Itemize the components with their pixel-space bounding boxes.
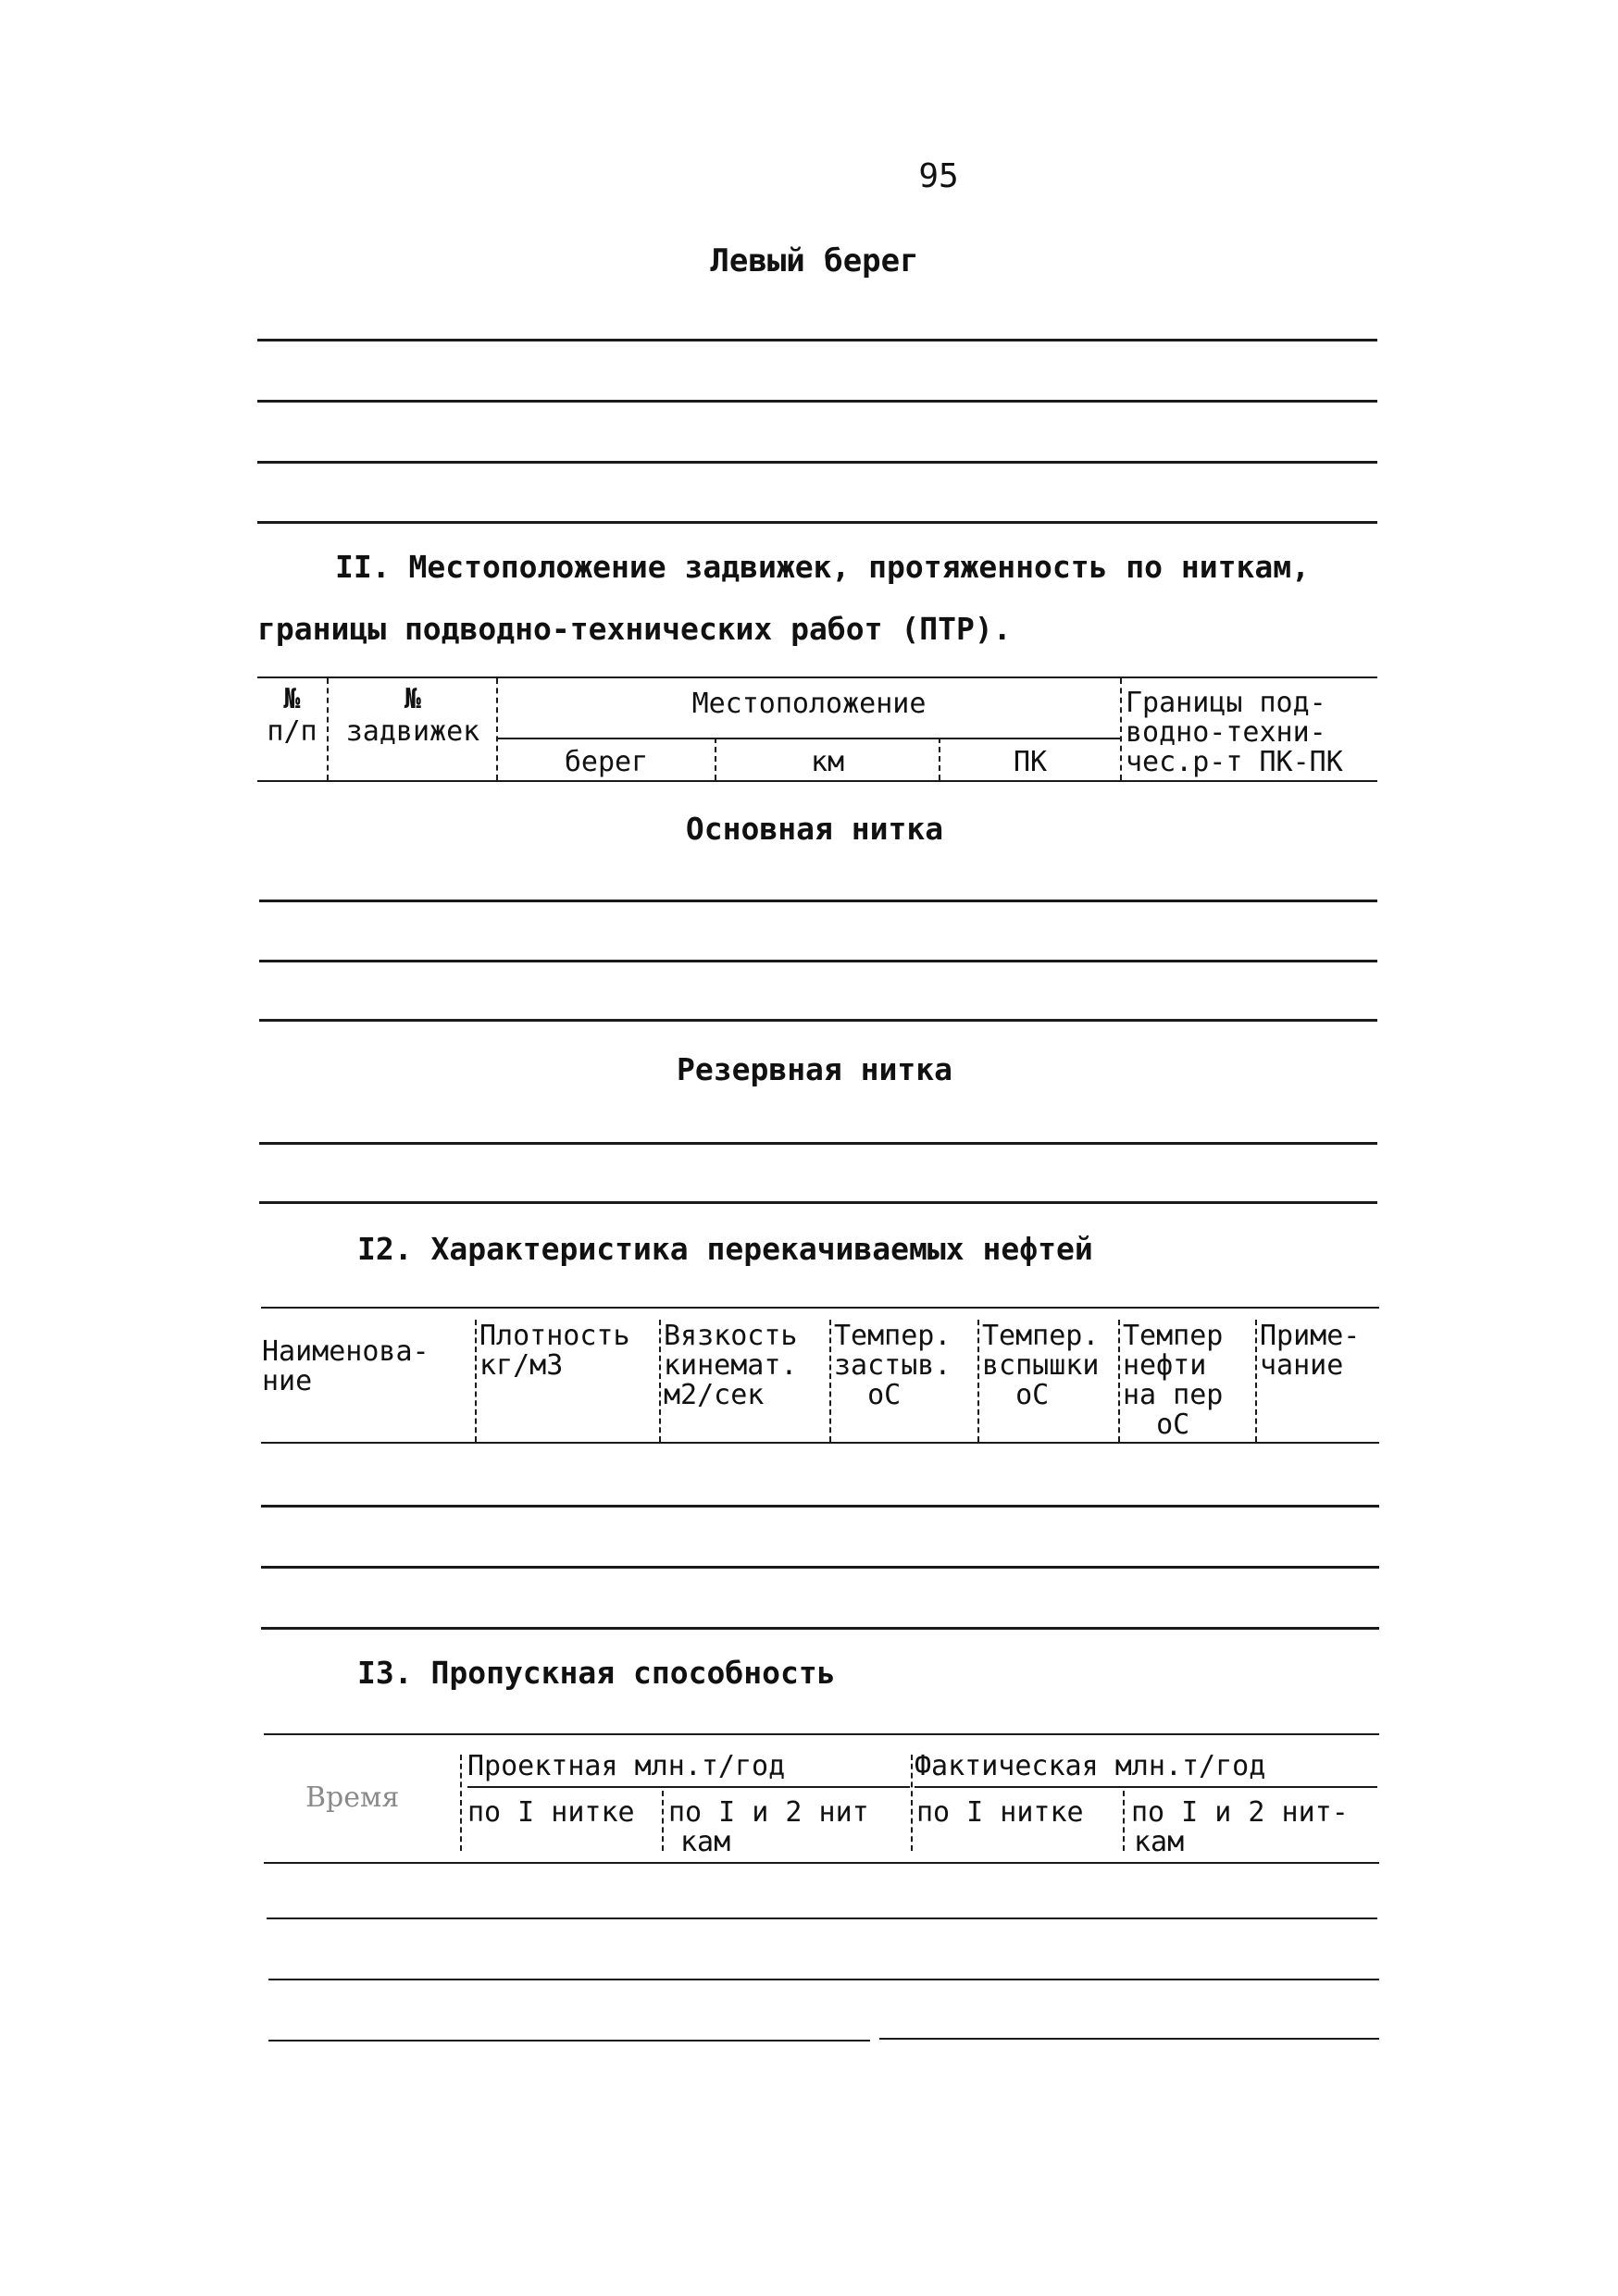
- main-line-heading: Основная нитка: [685, 811, 944, 847]
- col-valve-line1: №: [404, 683, 422, 715]
- table-divider: [1255, 1320, 1259, 1442]
- section-11-title-line1: II. Местоположение задвижек, протяженность по ниткам,: [335, 549, 1310, 585]
- sub-design-two-line2: кам: [680, 1826, 731, 1858]
- fill-line: [268, 2040, 870, 2042]
- fill-line: [259, 900, 1377, 902]
- sub-bank: берег: [564, 746, 649, 778]
- table-divider: [1118, 1320, 1122, 1442]
- table-bottom-border: [264, 1862, 1379, 1864]
- col-oil-temp: Темпер нефти на пер оС: [1123, 1320, 1224, 1441]
- col-flash-temp: Темпер. вспышки оС: [982, 1320, 1100, 1411]
- left-bank-heading: Левый берег: [710, 242, 919, 279]
- table-bottom-border: [257, 780, 1377, 782]
- table-divider: [977, 1320, 981, 1442]
- section-13-title: I3. Пропускная способность: [357, 1655, 836, 1691]
- fill-line: [257, 461, 1377, 464]
- col-num-line1: №: [283, 683, 301, 715]
- fill-line: [257, 400, 1377, 403]
- col-time: Время: [305, 1781, 400, 1814]
- table-divider: [659, 1320, 663, 1442]
- design-header: Проектная млн.т/год: [467, 1750, 786, 1782]
- fill-line: [259, 1201, 1377, 1204]
- section-11-title-line2: границы подводно-технических работ (ПТР).: [257, 611, 1012, 647]
- sub-actual-two-line1: по I и 2 нит-: [1131, 1796, 1349, 1829]
- table-divider: [662, 1791, 666, 1851]
- fill-line: [267, 1917, 1377, 1919]
- col-valve-line2: задвижек: [345, 715, 480, 748]
- col-bounds-line1: Границы под-: [1126, 687, 1326, 719]
- sub-pk: ПК: [1013, 746, 1048, 778]
- fill-line: [259, 1019, 1377, 1022]
- col-bounds-line3: чес.р-т ПК-ПК: [1126, 746, 1343, 778]
- col-name: Наименова- ние: [262, 1335, 429, 1397]
- fill-line: [257, 339, 1377, 341]
- table-divider: [1123, 1791, 1126, 1851]
- fill-line: [261, 1505, 1379, 1508]
- table-divider: [1120, 678, 1124, 780]
- table-bottom-border: [261, 1442, 1379, 1444]
- section-12-title: I2. Характеристика перекачиваемых нефтей: [357, 1231, 1093, 1267]
- table-top-border: [264, 1733, 1379, 1735]
- design-header-underline: [467, 1786, 910, 1788]
- actual-header: Фактическая млн.т/год: [915, 1750, 1266, 1782]
- sub-design-two-line1: по I и 2 нит: [668, 1796, 869, 1829]
- table-divider: [829, 1320, 833, 1442]
- col-bounds-line2: водно-техни-: [1126, 716, 1326, 749]
- table-divider: [460, 1755, 464, 1851]
- col-pour-temp: Темпер. застыв. оС: [834, 1320, 952, 1411]
- sub-km: км: [810, 746, 845, 778]
- fill-line: [879, 2038, 1379, 2040]
- col-num-line2: п/п: [267, 715, 317, 748]
- fill-line: [268, 1979, 1379, 1980]
- actual-header-underline: [915, 1786, 1377, 1788]
- table-divider: [475, 1320, 479, 1442]
- col-note: Приме- чание: [1260, 1320, 1361, 1382]
- col-viscosity: Вязкость кинемат. м2/сек: [664, 1320, 798, 1411]
- fill-line: [257, 521, 1377, 524]
- sub-actual-two-line2: кам: [1134, 1826, 1185, 1858]
- fill-line: [259, 960, 1377, 962]
- location-sub-border: [498, 738, 1120, 739]
- col-density: Плотность кг/м3: [479, 1320, 630, 1382]
- fill-line: [259, 1142, 1377, 1145]
- table-top-border: [257, 676, 1377, 678]
- sub-design-one: по I нитке: [467, 1796, 635, 1829]
- page-number: 95: [918, 157, 959, 195]
- fill-line: [261, 1627, 1379, 1630]
- col-location: Местоположение: [691, 688, 927, 720]
- reserve-line-heading: Резервная нитка: [676, 1051, 952, 1087]
- table-top-border: [261, 1307, 1379, 1309]
- fill-line: [261, 1566, 1379, 1569]
- sub-actual-one: по I нитке: [916, 1796, 1084, 1829]
